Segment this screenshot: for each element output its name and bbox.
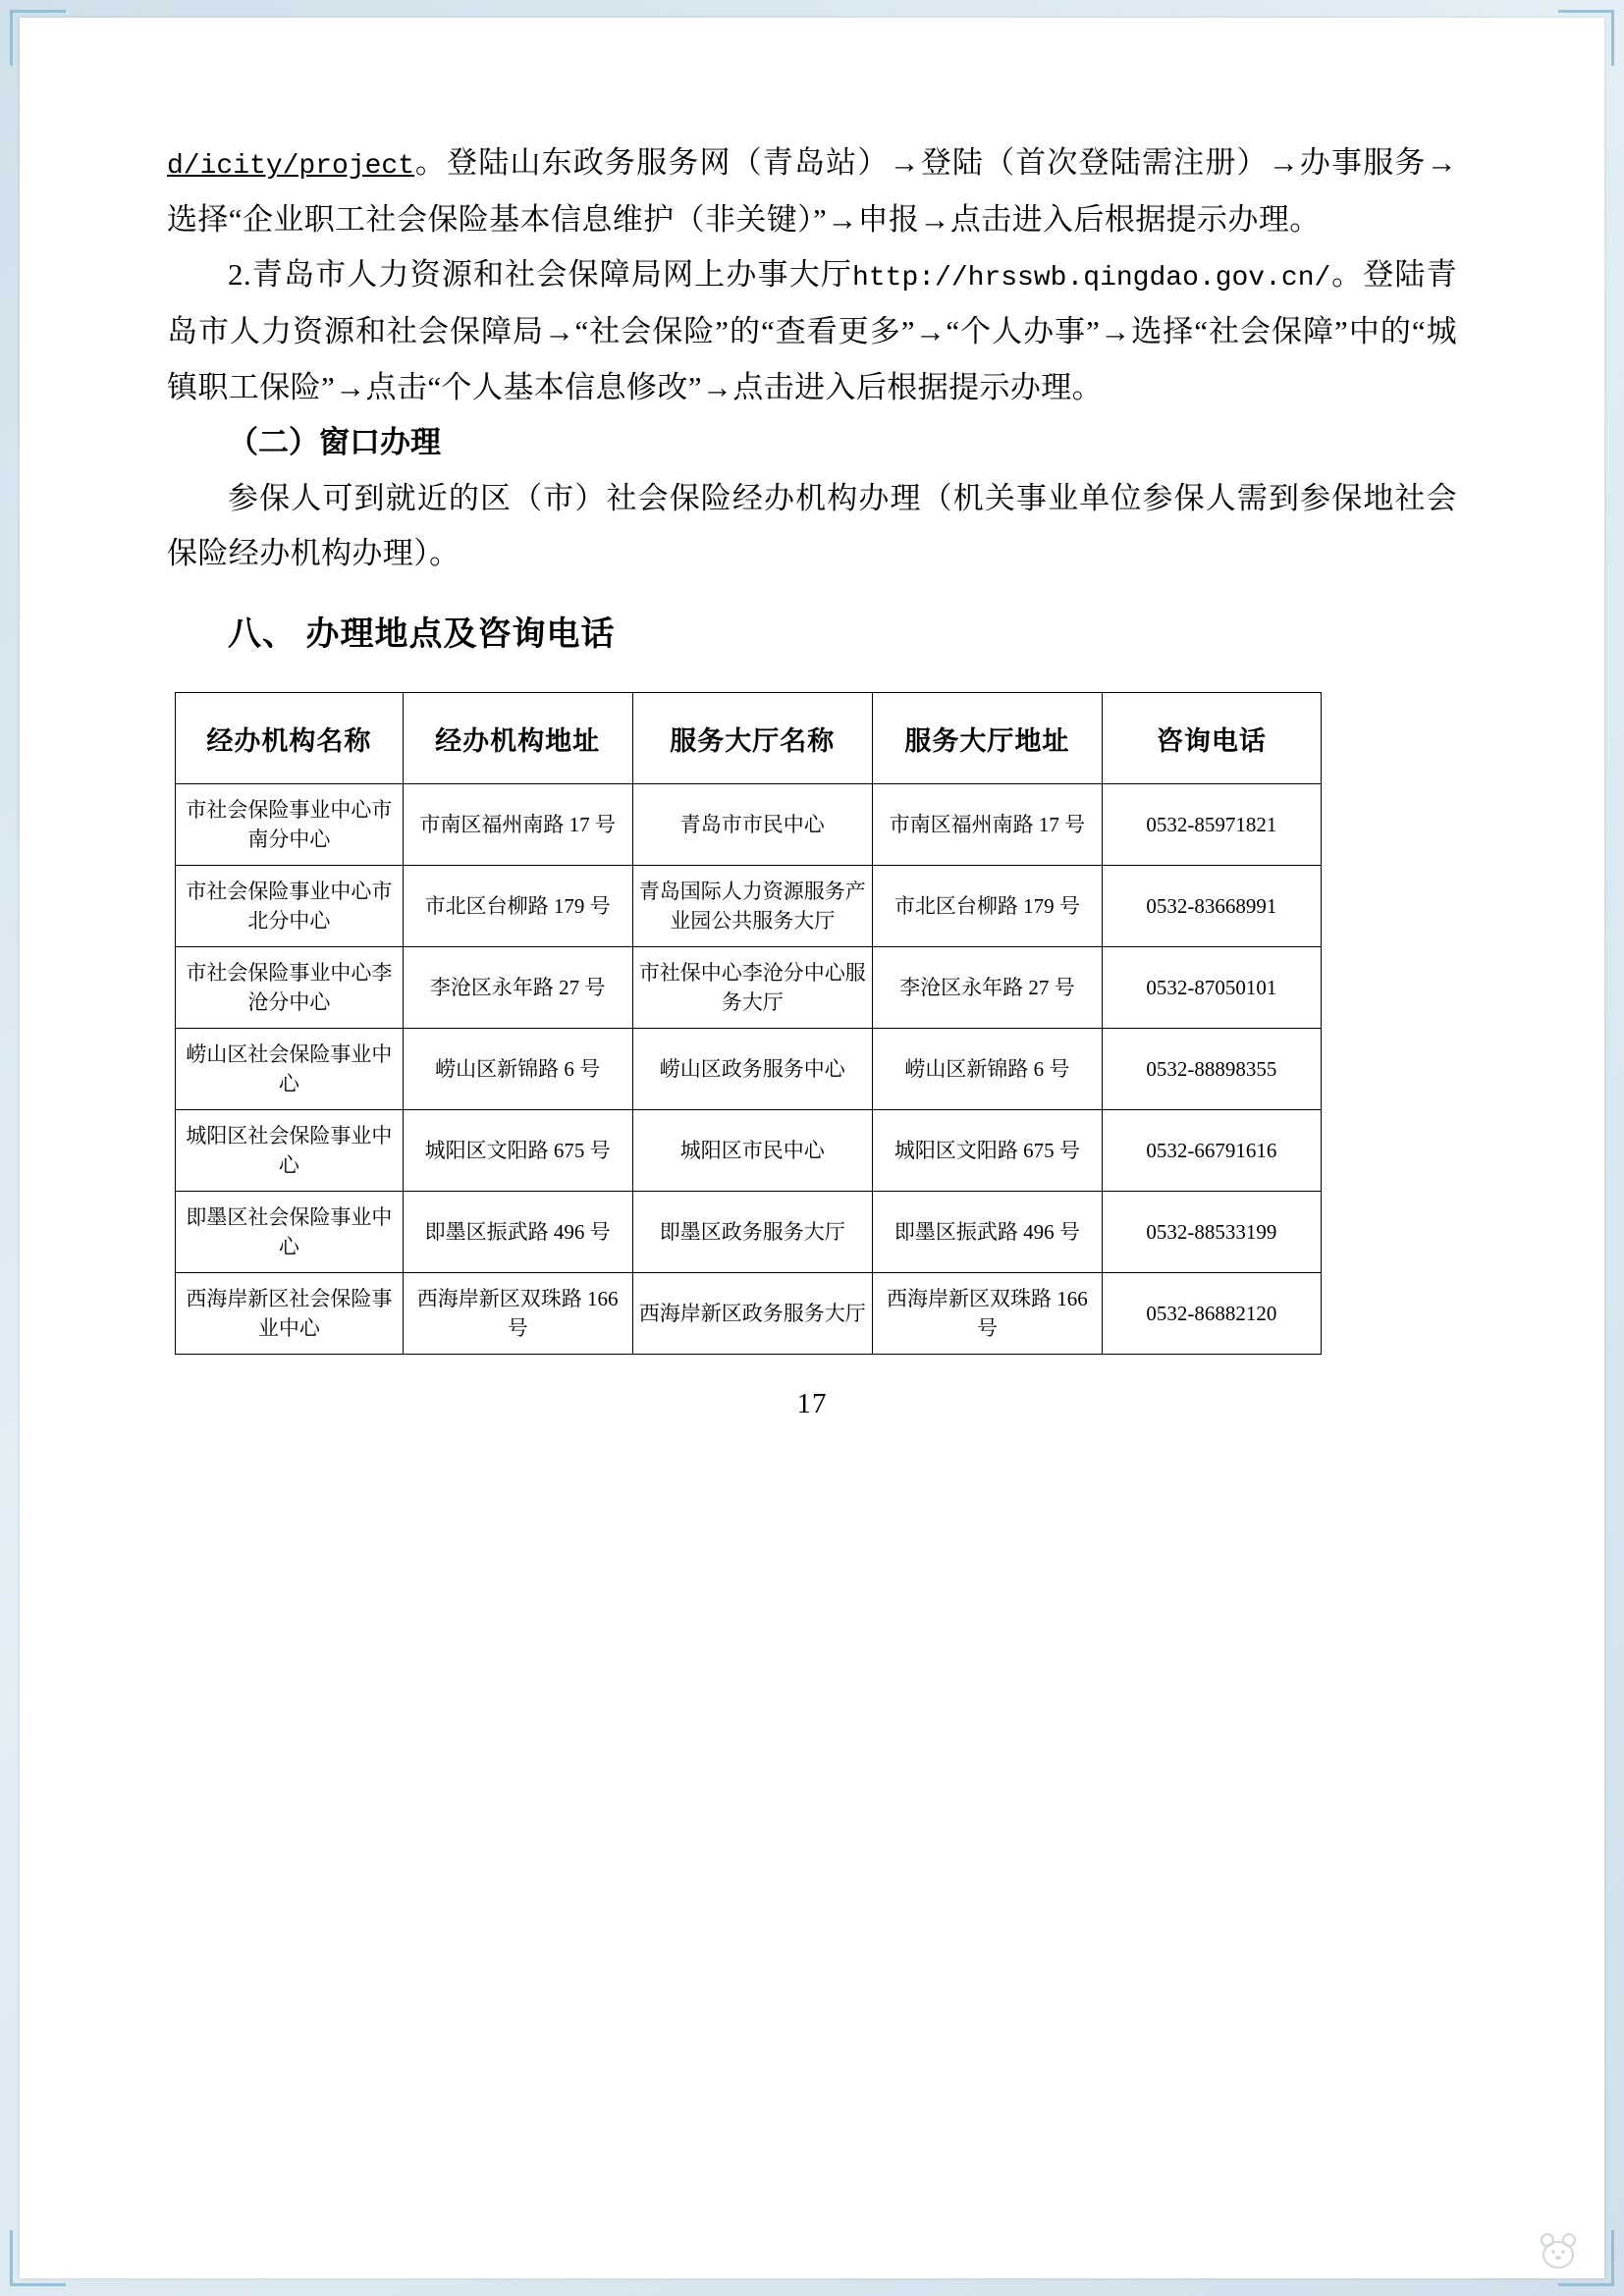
bear-watermark-icon [1536, 2231, 1581, 2270]
subheading-window-service: （二）窗口办理 [228, 425, 441, 460]
table-header-org-address: 经办机构地址 [403, 693, 632, 784]
contact-table [175, 692, 1322, 1355]
cell-org-name: 即墨区社会保险事业中心 [176, 1192, 404, 1273]
cell-phone: 0532-85971821 [1102, 784, 1321, 866]
table-header-phone: 咨询电话 [1102, 693, 1321, 784]
cell-org-address: 李沧区永年路 27 号 [403, 947, 632, 1029]
cell-org-address: 城阳区文阳路 675 号 [403, 1110, 632, 1192]
paragraph-online-qingdao [167, 247, 1457, 415]
cell-hall-name: 青岛国际人力资源服务产业园公共服务大厅 [632, 866, 872, 947]
cell-hall-name: 青岛市市民中心 [632, 784, 872, 866]
cell-org-name: 市社会保险事业中心市北分中心 [176, 866, 404, 947]
cell-hall-address: 即墨区振武路 496 号 [872, 1192, 1102, 1273]
cell-phone: 0532-66791616 [1102, 1110, 1321, 1192]
paragraph-window-service: 参保人可到就近的区（市）社会保险经办机构办理（机关事业单位参保人需到参保地社会保险经办机构办理）。 [167, 480, 1457, 570]
paragraph-online-qingdao-text: 。登陆青岛市人力资源和社会保障局→“社会保险”的“查看更多”→“个人办事”→选择“社会保障”中的“城镇职工保险”→点击“个人基本信息修改”→点击进入后根据提示办理。 [167, 257, 1457, 404]
paragraph-online-shandong-text: 。登陆山东政务服务网（青岛站）→登陆（首次登陆需注册）→办事服务→选择“企业职工社会保险基本信息维护（非关键）”→申报→点击进入后根据提示办理。 [167, 145, 1457, 237]
cell-org-name: 市社会保险事业中心市南分中心 [176, 784, 404, 866]
document-page [20, 18, 1604, 2278]
cell-hall-address: 西海岸新区双珠路 166 号 [872, 1273, 1102, 1355]
cell-hall-name: 即墨区政务服务大厅 [632, 1192, 872, 1273]
table-row [176, 1192, 1322, 1273]
table-row [176, 1029, 1322, 1110]
cell-hall-address: 李沧区永年路 27 号 [872, 947, 1102, 1029]
url-shandong-portal: d/icity/project [167, 151, 415, 182]
cell-org-name: 市社会保险事业中心李沧分中心 [176, 947, 404, 1029]
paragraph-online-qingdao-lead: 2.青岛市人力资源和社会保障局网上办事大厅 [228, 257, 853, 293]
table-header-hall-address: 服务大厅地址 [872, 693, 1102, 784]
cell-hall-name: 城阳区市民中心 [632, 1110, 872, 1192]
cell-hall-address: 城阳区文阳路 675 号 [872, 1110, 1102, 1192]
table-row [176, 1273, 1322, 1355]
cell-phone: 0532-83668991 [1102, 866, 1321, 947]
paragraph-online-shandong [167, 135, 1457, 247]
cell-phone: 0532-88533199 [1102, 1192, 1321, 1273]
table-row [176, 947, 1322, 1029]
cell-org-address: 西海岸新区双珠路 166 号 [403, 1273, 632, 1355]
cell-hall-name: 市社保中心李沧分中心服务大厅 [632, 947, 872, 1029]
table-header-hall-name: 服务大厅名称 [632, 693, 872, 784]
cell-hall-name: 崂山区政务服务中心 [632, 1029, 872, 1110]
table-header-org-name: 经办机构名称 [176, 693, 404, 784]
cell-phone: 0532-87050101 [1102, 947, 1321, 1029]
cell-org-address: 崂山区新锦路 6 号 [403, 1029, 632, 1110]
cell-hall-address: 崂山区新锦路 6 号 [872, 1029, 1102, 1110]
table-row [176, 866, 1322, 947]
page-number: 17 [796, 1388, 828, 1420]
cell-hall-address: 市北区台柳路 179 号 [872, 866, 1102, 947]
cell-org-address: 市南区福州南路 17 号 [403, 784, 632, 866]
cell-phone: 0532-86882120 [1102, 1273, 1321, 1355]
table-header-row [176, 693, 1322, 784]
cell-hall-address: 市南区福州南路 17 号 [872, 784, 1102, 866]
url-qingdao-portal: http://hrsswb.qingdao.gov.cn/ [852, 263, 1331, 294]
cell-phone: 0532-88898355 [1102, 1029, 1321, 1110]
cell-org-address: 即墨区振武路 496 号 [403, 1192, 632, 1273]
cell-org-name: 崂山区社会保险事业中心 [176, 1029, 404, 1110]
cell-hall-name: 西海岸新区政务服务大厅 [632, 1273, 872, 1355]
section-heading-locations: 八、 办理地点及咨询电话 [228, 616, 616, 654]
cell-org-name: 西海岸新区社会保险事业中心 [176, 1273, 404, 1355]
cell-org-address: 市北区台柳路 179 号 [403, 866, 632, 947]
table-row [176, 784, 1322, 866]
cell-org-name: 城阳区社会保险事业中心 [176, 1110, 404, 1192]
table-row [176, 1110, 1322, 1192]
